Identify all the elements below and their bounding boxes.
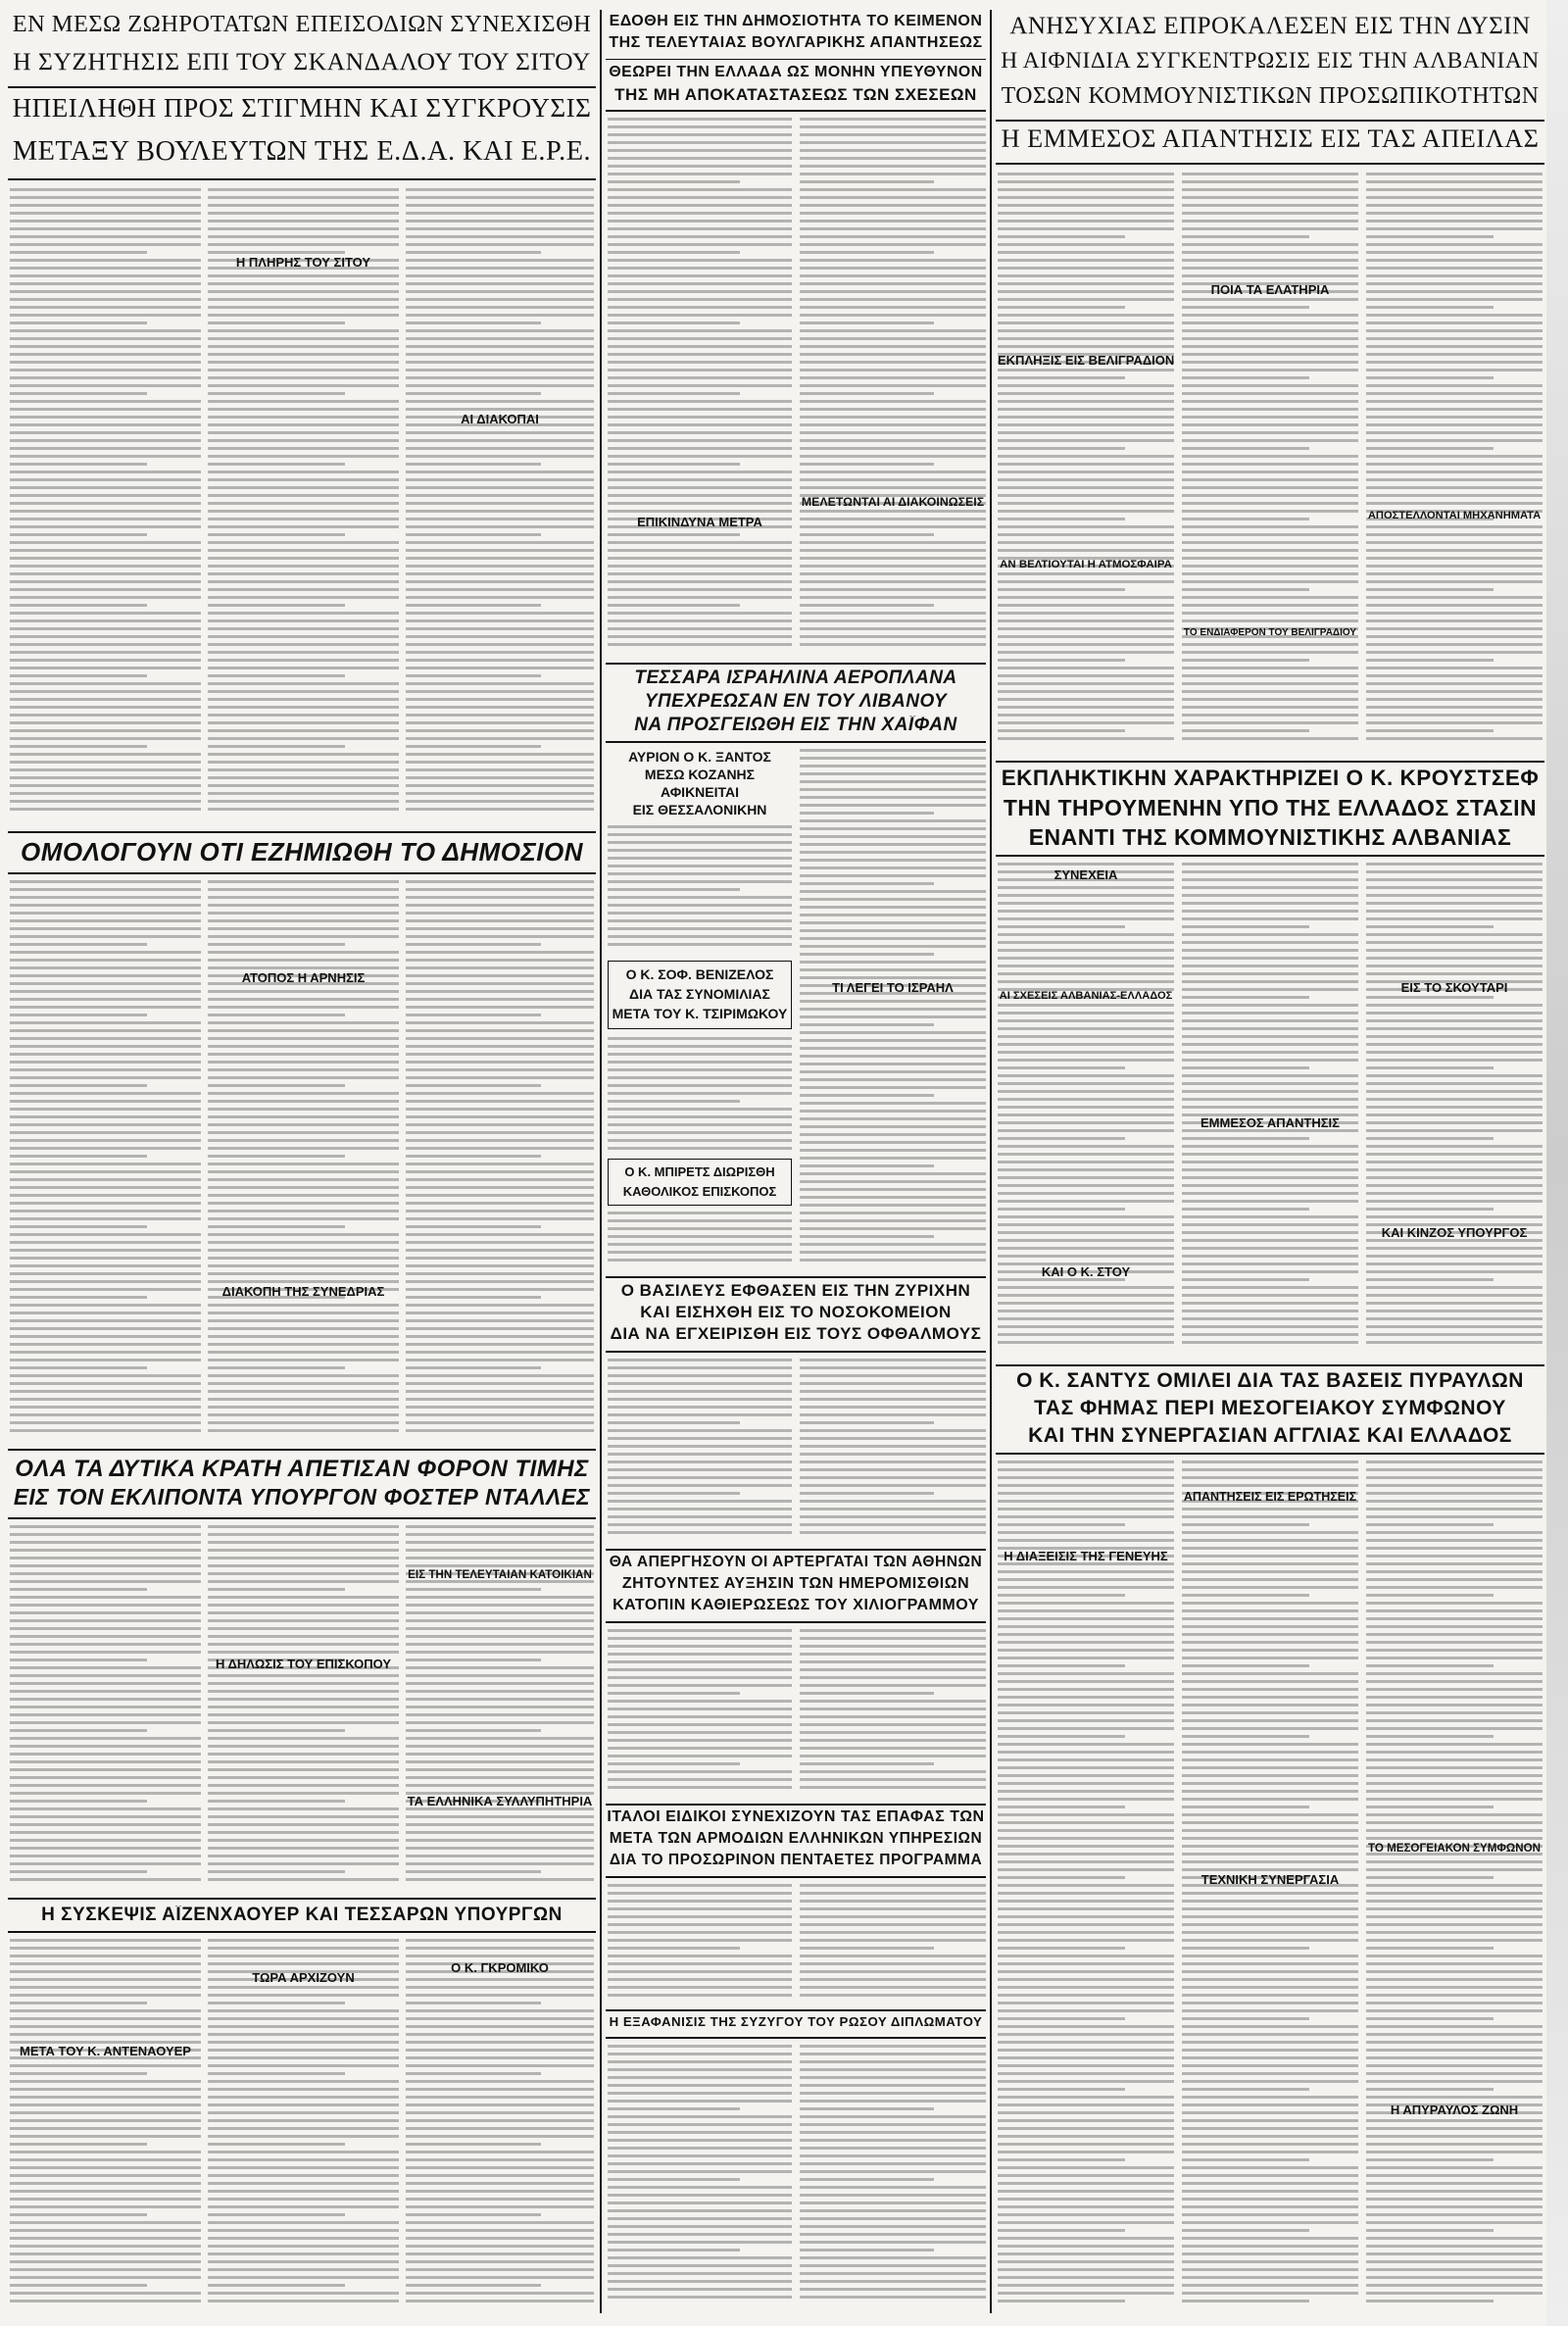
subhead: Ο Κ. ΓΚΡΟΜΙΚΟ [451,1960,549,1975]
article-body [800,1884,986,2002]
subhead: ΤΩΡΑ ΑΡΧΙΖΟΥΝ [252,1970,355,1985]
article-body [608,1629,792,1796]
headline-khrushchev-line3: ΕΝΑΝΤΙ ΤΗΣ ΚΟΜΜΟΥΝΙΣΤΙΚΗΣ ΑΛΒΑΝΙΑΣ [1028,825,1512,850]
subhead: ΑΙ ΔΙΑΚΟΠΑΙ [461,412,539,426]
subhead: ΜΕΤΑ ΤΟΥ Κ. ΑΝΤΕΝΑΟΥΕΡ [20,2044,191,2058]
headline-bishop-line1: Ο Κ. ΜΠΙΡΕΤΣ ΔΙΩΡΙΣΘΗ [624,1164,775,1179]
subhead: ΑΠΑΝΤΗΣΕΙΣ ΕΙΣ ΕΡΩΤΗΣΕΙΣ [1183,1490,1357,1504]
headline-albania-line4: Η ΕΜΜΕΣΟΣ ΑΠΑΝΤΗΣΙΣ ΕΙΣ ΤΑΣ ΑΠΕΙΛΑΣ [1001,125,1540,153]
lead-headline-line1: ΕΝ ΜΕΣΩ ΖΩΗΡΟΤΑΤΩΝ ΕΠΕΙΣΟΔΙΩΝ ΣΥΝΕΧΙΣΘΗ [12,12,592,37]
divider [8,86,596,88]
headline-bishop-line2: ΚΑΘΟΛΙΚΟΣ ΕΠΙΣΚΟΠΟΣ [622,1184,777,1199]
headline-artergates-line3: ΚΑΤΟΠΙΝ ΚΑΘΙΕΡΩΣΕΩΣ ΤΟΥ ΧΙΛΙΟΓΡΑΜΜΟΥ [612,1598,979,1613]
article-body [998,173,1174,751]
headline-albania-line3: ΤΟΣΩΝ ΚΟΜΜΟΥΝΙΣΤΙΚΩΝ ΠΡΟΣΩΠΙΚΟΤΗΤΩΝ [1001,84,1540,109]
article-body [608,118,792,652]
subhead: ΕΜΜΕΣΟΣ ΑΠΑΝΤΗΣΙΣ [1200,1115,1340,1130]
divider [8,1898,596,1900]
divider [8,178,596,180]
column-rule [990,10,992,2313]
headline-king-line1: Ο ΒΑΣΙΛΕΥΣ ΕΦΘΑΣΕΝ ΕΙΣ ΤΗΝ ΖΥΡΙΧΗΝ [620,1282,971,1300]
headline-israel-line1: ΤΕΣΣΑΡΑ ΙΣΡΑΗΛΙΝΑ ΑΕΡΟΠΛΑΝΑ [634,668,957,688]
article-body [10,1525,201,1888]
divider [996,761,1544,763]
subhead: Η ΑΠΥΡΑΥΛΟΣ ΖΩΝΗ [1390,2103,1519,2117]
subhead: ΤΕΧΝΙΚΗ ΣΥΝΕΡΓΑΣΙΑ [1200,1872,1340,1887]
subhead: ΑΤΟΠΟΣ Η ΑΡΝΗΣΙΣ [241,970,366,985]
lead-subhead-line2: ΜΕΤΑΞΥ ΒΟΥΛΕΥΤΩΝ ΤΗΣ Ε.Δ.Α. ΚΑΙ Ε.Ρ.Ε. [12,137,592,167]
headline-albania-line1: ΑΝΗΣΥΧΙΑΣ ΕΠΡΟΚΑΛΕΣΕΝ ΕΙΣ ΤΗΝ ΔΥΣΙΝ [1009,14,1531,39]
headline-khrushchev-line2: ΤΗΝ ΤΗΡΟΥΜΕΝΗΝ ΥΠΟ ΤΗΣ ΕΛΛΑΔΟΣ ΣΤΑΣΙΝ [1003,796,1538,820]
divider [606,1876,986,1878]
article-body [1366,173,1543,751]
headline-tsirimokos-line2: ΔΙΑ ΤΑΣ ΣΥΝΟΜΙΛΙΑΣ [629,986,770,1002]
divider [996,120,1544,122]
article-body [208,1939,399,2311]
article-body [406,188,594,816]
headline-missiles-line3: ΚΑΙ ΤΗΝ ΣΥΝΕΡΓΑΣΙΑΝ ΑΓΓΛΙΑΣ ΚΑΙ ΕΛΛΑΔΟΣ [1028,1425,1512,1447]
article-body [1182,173,1358,751]
headline-xantos-line2: ΜΕΣΩ ΚΟΖΑΝΗΣ [644,767,756,782]
subhead: ΣΥΝΕΧΕΙΑ [1054,867,1118,882]
subhead: ΔΙΑΚΟΠΗ ΤΗΣ ΣΥΝΕΔΡΙΑΣ [221,1284,385,1299]
divider [606,741,986,743]
column-rule [600,10,602,2313]
headline-dulles-line1: ΟΛΑ ΤΑ ΔΥΤΙΚΑ ΚΡΑΤΗ ΑΠΕΤΙΣΑΝ ΦΟΡΟΝ ΤΙΜΗΣ [15,1457,589,1482]
subhead: ΚΑΙ ΚΙΝΖΟΣ ΥΠΟΥΡΓΟΣ [1381,1225,1528,1240]
article-body [608,825,792,953]
divider [8,1449,596,1451]
subhead: Η ΠΛΗΡΗΣ ΤΟΥ ΣΙΤΟΥ [235,255,371,270]
headline-bulgaria-line3: ΘΕΩΡΕΙ ΤΗΝ ΕΛΛΑΔΑ ΩΣ ΜΟΝΗΝ ΥΠΕΥΘΥΝΟΝ [609,65,983,80]
article-body [10,880,201,1439]
article-body [10,1939,201,2311]
headline-missiles-line1: Ο Κ. ΣΑΝΤΥΣ ΟΜΙΛΕΙ ΔΙΑ ΤΑΣ ΒΑΣΕΙΣ ΠΥΡΑΥΛΩΝ [1016,1370,1524,1392]
headline-italian-line1: ΙΤΑΛΟΙ ΕΙΔΙΚΟΙ ΣΥΝΕΧΙΖΟΥΝ ΤΑΣ ΕΠΑΦΑΣ ΤΩΝ [607,1809,985,1825]
headline-missiles-line2: ΤΑΣ ΦΗΜΑΣ ΠΕΡΙ ΜΕΣΟΓΕΙΑΚΟΥ ΣΥΜΦΩΝΟΥ [1034,1398,1506,1419]
subhead: ΠΟΙΑ ΤΑ ΕΛΑΤΗΡΙΑ [1210,282,1330,297]
headline-tsirimokos-line1: Ο Κ. ΣΟΦ. ΒΕΝΙΖΕΛΟΣ [625,966,774,982]
article-body [1182,1460,1358,2313]
subhead: ΑΠΟΣΤΕΛΛΟΝΤΑΙ ΜΗΧΑΝΗΜΑΤΑ [1367,510,1542,521]
article-body [1366,863,1543,1353]
article-body [208,880,399,1439]
article-body [998,1460,1174,2313]
headline-xantos-line1: ΑΥΡΙΟΝ Ο Κ. ΞΑΝΤΟΣ [628,749,771,765]
divider [996,855,1544,857]
headline-king-line3: ΔΙΑ ΝΑ ΕΓΧΕΙΡΙΣΘΗ ΕΙΣ ΤΟΥΣ ΟΦΘΑΛΜΟΥΣ [610,1325,982,1343]
divider [996,1453,1544,1455]
article-body [998,863,1174,1353]
headline-king-line2: ΚΑΙ ΕΙΣΗΧΘΗ ΕΙΣ ΤΟ ΝΟΣΟΚΟΜΕΙΟΝ [640,1304,952,1321]
headline-bulgaria-line4: ΤΗΣ ΜΗ ΑΠΟΚΑΤΑΣΤΑΣΕΩΣ ΤΩΝ ΣΧΕΣΕΩΝ [614,86,977,104]
lead-subhead-line1: ΗΠΕΙΛΗΘΗ ΠΡΟΣ ΣΤΙΓΜΗΝ ΚΑΙ ΣΥΓΚΡΟΥΣΙΣ [12,94,592,123]
divider [8,1931,596,1933]
divider [996,163,1544,165]
subhead: ΤΟ ΕΝΔΙΑΦΕΡΟΝ ΤΟΥ ΒΕΛΙΓΡΑΔΙΟΥ [1183,627,1357,638]
divider [996,1364,1544,1366]
headline-eisenhower: Η ΣΥΣΚΕΨΙΣ ΑΪΖΕΝΧΑΟΥΕΡ ΚΑΙ ΤΕΣΣΑΡΩΝ ΥΠΟΥΡΓΩΝ [41,1905,563,1925]
subhead: Η ΔΙΑΞΕΙΣΙΣ ΤΗΣ ΓΕΝΕΥΗΣ [1004,1549,1168,1563]
subhead: ΕΚΠΛΗΞΙΣ ΕΙΣ ΒΕΛΙΓΡΑΔΙΟΝ [998,353,1174,368]
divider [606,1549,986,1551]
divider [606,2009,986,2011]
subhead: ΤΑ ΕΛΛΗΝΙΚΑ ΣΥΛΛΥΠΗΤΗΡΙΑ [407,1794,593,1808]
divider [606,1276,986,1278]
divider [8,872,596,874]
headline-bulgaria-line2: ΤΗΣ ΤΕΛΕΥΤΑΙΑΣ ΒΟΥΛΓΑΡΙΚΗΣ ΑΠΑΝΤΗΣΕΩΣ [609,35,983,51]
subhead: ΜΕΛΕΤΩΝΤΑΙ ΑΙ ΔΙΑΚΟΙΝΩΣΕΙΣ [801,495,985,509]
article-body [208,188,399,816]
divider [606,1351,986,1353]
divider [8,831,596,833]
headline-israel-line3: ΝΑ ΠΡΟΣΓΕΙΩΘΗ ΕΙΣ ΤΗΝ ΧΑΪΦΑΝ [634,716,957,735]
headline-russian: Η ΕΞΑΦΑΝΙΣΙΣ ΤΗΣ ΣΥΖΥΓΟΥ ΤΟΥ ΡΩΣΟΥ ΔΙΠΛΩΜΑΤΟΥ [609,2015,983,2029]
article-body [608,1884,792,2002]
subhead: ΑΙ ΣΧΕΣΕΙΣ ΑΛΒΑΝΙΑΣ-ΕΛΛΑΔΟΣ [999,990,1173,1002]
headline-albania-line2: Η ΑΙΦΝΙΔΙΑ ΣΥΓΚΕΝΤΡΩΣΙΣ ΕΙΣ ΤΗΝ ΑΛΒΑΝΙΑΝ [1001,49,1540,74]
divider [606,1621,986,1623]
headline-dulles-line2: ΕΙΣ ΤΟΝ ΕΚΛΙΠΟΝΤΑ ΥΠΟΥΡΓΟΝ ΦΟΣΤΕΡ ΝΤΑΛΛΕΣ [13,1486,591,1509]
lead-headline-line2: Η ΣΥΖΗΤΗΣΙΣ ΕΠΙ ΤΟΥ ΣΚΑΝΔΑΛΟΥ ΤΟΥ ΣΙΤΟΥ [13,49,591,75]
subhead: Η ΔΗΛΩΣΙΣ ΤΟΥ ΕΠΙΣΚΟΠΟΥ [215,1657,392,1671]
headline-omologoun: ΟΜΟΛΟΓΟΥΝ ΟΤΙ ΕΖΗΜΙΩΘΗ ΤΟ ΔΗΜΟΣΙΟΝ [20,839,584,866]
article-body [800,1629,986,1796]
article-body [1366,1460,1543,2313]
article-body [800,749,986,1268]
divider [606,110,986,112]
headline-italian-line3: ΔΙΑ ΤΟ ΠΡΟΣΩΡΙΝΟΝ ΠΕΝΤΑΕΤΕΣ ΠΡΟΓΡΑΜΜΑ [609,1853,983,1868]
article-body [10,188,201,816]
headline-bulgaria-line1: ΕΔΟΘΗ ΕΙΣ ΤΗΝ ΔΗΜΟΣΙΟΤΗΤΑ ΤΟ ΚΕΙΜΕΝΟΝ [609,14,983,29]
headline-xantos-line4: ΕΙΣ ΘΕΣΣΑΛΟΝΙΚΗΝ [632,802,767,817]
article-body [608,1359,792,1540]
article-body [800,1359,986,1540]
divider [606,1804,986,1806]
headline-israel-line2: ΥΠΕΧΡΕΩΣΑΝ ΕΝ ΤΟΥ ΛΙΒΑΝΟΥ [644,692,948,712]
headline-tsirimokos-line3: ΜΕΤΑ ΤΟΥ Κ. ΤΣΙΡΙΜΩΚΟΥ [612,1006,788,1021]
subhead: ΤΙ ΛΕΓΕΙ ΤΟ ΙΣΡΑΗΛ [832,980,954,995]
article-body [208,1525,399,1888]
divider [606,59,986,60]
headline-italian-line2: ΜΕΤΑ ΤΩΝ ΑΡΜΟΔΙΩΝ ΕΛΛΗΝΙΚΩΝ ΥΠΗΡΕΣΙΩΝ [609,1831,983,1847]
subhead: ΤΟ ΜΕΣΟΓΕΙΑΚΟΝ ΣΥΜΦΩΝΟΝ [1368,1843,1541,1855]
page-fold [1546,0,1568,2326]
headline-khrushchev-line1: ΕΚΠΛΗΚΤΙΚΗΝ ΧΑΡΑΚΤΗΡΙΖΕΙ Ο Κ. ΚΡΟΥΣΤΣΕΦ [1001,767,1540,790]
subhead: ΑΝ ΒΕΛΤΙΟΥΤΑΙ Η ΑΤΜΟΣΦΑΙΡΑ [1000,559,1172,570]
subhead: ΕΙΣ ΤΟ ΣΚΟΥΤΑΡΙ [1400,980,1508,995]
article-body [1182,863,1358,1353]
headline-xantos-line3: ΑΦΙΚΝΕΙΤΑΙ [660,784,740,800]
article-body [608,2045,792,2309]
article-body [800,2045,986,2309]
article-body [406,880,594,1439]
divider [8,1517,596,1519]
divider [606,2037,986,2039]
article-body [406,1939,594,2311]
article-body [608,1212,792,1270]
subhead: ΕΙΣ ΤΗΝ ΤΕΛΕΥΤΑΙΑΝ ΚΑΤΟΙΚΙΑΝ [408,1568,592,1581]
subhead: ΕΠΙΚΙΝΔΥΝΑ ΜΕΤΡΑ [637,515,762,529]
subhead: ΚΑΙ Ο Κ. ΣΤΟΥ [1041,1264,1131,1279]
article-body [800,118,986,652]
headline-artergates-line2: ΖΗΤΟΥΝΤΕΣ ΑΥΞΗΣΙΝ ΤΩΝ ΗΜΕΡΟΜΙΣΘΙΩΝ [621,1576,970,1592]
headline-artergates-line1: ΘΑ ΑΠΕΡΓΗΣΟΥΝ ΟΙ ΑΡΤΕΡΓΑΤΑΙ ΤΩΝ ΑΘΗΝΩΝ [609,1555,983,1570]
divider [606,663,986,665]
article-body [608,1037,792,1155]
